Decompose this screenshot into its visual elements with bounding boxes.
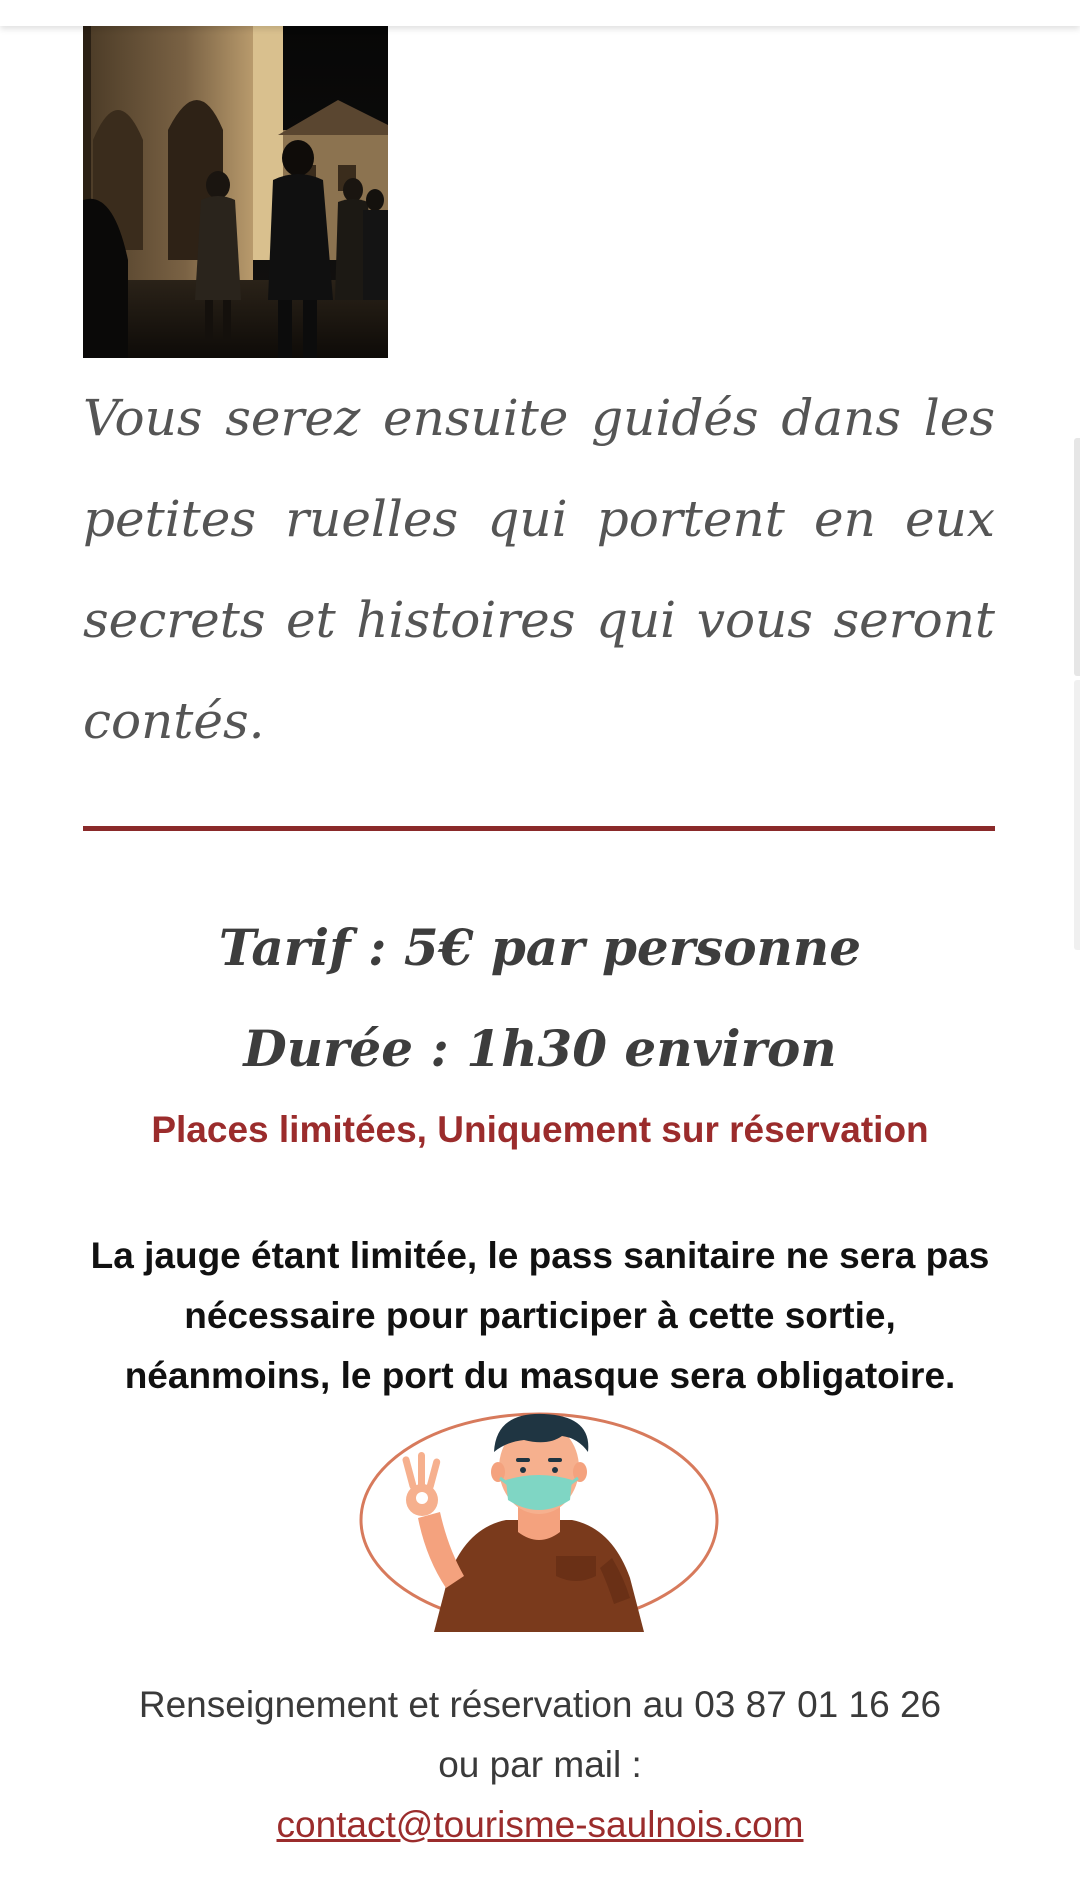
top-app-bar [0,0,1080,26]
price-heading: Tarif : 5€ par personne [218,918,862,977]
duration-heading: Durée : 1h30 environ [243,1019,837,1078]
section-divider [83,826,995,831]
health-notice: La jauge étant limitée, le pass sanitaire ne sera pas nécessaire pour participer à cette sortie, néanmoins, le port du masque sera obligatoire. [90,1235,990,1396]
availability-notice: Places limitées, Uniquement sur réservation [151,1109,929,1150]
night-tour-photo [83,0,388,358]
scroll-indicator[interactable] [1074,438,1080,676]
contact-mail-prefix: ou par mail : [438,1744,642,1785]
contact-phone-line: Renseignement et réservation au 03 87 01 16 26 [138,1684,942,1725]
intro-paragraph: Vous serez ensuite guidés dans les petites ruelles qui portent en eux secrets et histoires qui vous seront contés. [83,389,995,750]
contact-email-link[interactable]: contact@tourisme-saulnois.com [276,1804,804,1845]
contact-block [0,1675,1080,1855]
scroll-track [1074,680,1080,950]
masked-person-ok-gesture-icon [356,1408,722,1632]
